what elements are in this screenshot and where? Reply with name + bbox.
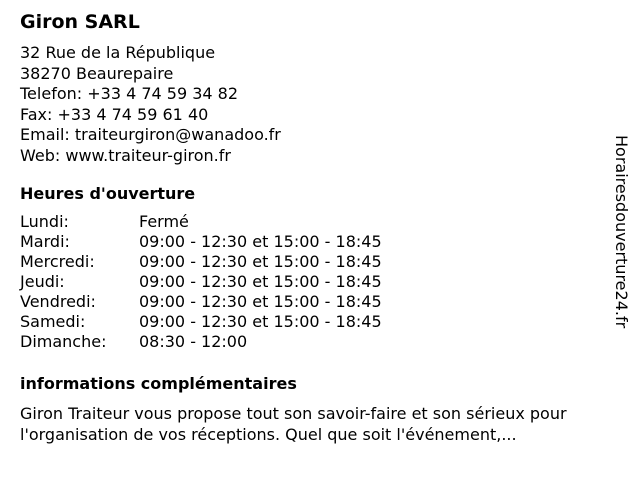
hours-day: Dimanche: (20, 332, 107, 351)
hours-row (20, 272, 382, 292)
hours-time: 09:00 - 12:30 et 15:00 - 18:45 (139, 312, 382, 331)
hours-row (20, 292, 382, 312)
hours-time: 09:00 - 12:30 et 15:00 - 18:45 (139, 292, 382, 311)
site-watermark-text: Horairesdouverture24.fr (612, 135, 631, 329)
hours-day: Lundi: (20, 212, 69, 231)
additional-info-heading: informations complémentaires (20, 374, 297, 393)
hours-row (20, 332, 382, 352)
hours-time: 09:00 - 12:30 et 15:00 - 18:45 (139, 252, 382, 271)
website-address: Web: www.traiteur-giron.fr (20, 145, 231, 165)
site-watermark (611, 135, 631, 371)
hours-day: Vendredi: (20, 292, 96, 311)
opening-hours-heading: Heures d'ouverture (20, 184, 196, 203)
hours-row (20, 312, 382, 332)
fax-number: Fax: +33 4 74 59 61 40 (20, 104, 209, 124)
hours-day: Mercredi: (20, 252, 95, 271)
address-street: 32 Rue de la République (20, 43, 216, 62)
business-name: Giron SARL (20, 11, 140, 33)
hours-day: Jeudi: (20, 272, 65, 291)
address-city: 38270 Beaurepaire (20, 63, 174, 83)
additional-info-text: Giron Traiteur vous propose tout son savoir-faire et son sérieux pour l'organisation de vos réceptions. Quel que soit l'événement,... (20, 404, 567, 444)
hours-day: Mardi: (20, 232, 70, 251)
hours-time: 09:00 - 12:30 et 15:00 - 18:45 (139, 272, 382, 291)
contact-block (20, 43, 281, 166)
hours-row (20, 252, 382, 272)
opening-hours-table (20, 212, 382, 352)
hours-row (20, 232, 382, 252)
hours-time: 09:00 - 12:30 et 15:00 - 18:45 (139, 232, 382, 251)
hours-time: 08:30 - 12:00 (139, 332, 248, 351)
phone-number: Telefon: +33 4 74 59 34 82 (20, 84, 239, 103)
hours-day: Samedi: (20, 312, 86, 331)
hours-time: Fermé (139, 212, 189, 231)
email-address: Email: traiteurgiron@wanadoo.fr (20, 125, 281, 144)
hours-row (20, 212, 382, 232)
